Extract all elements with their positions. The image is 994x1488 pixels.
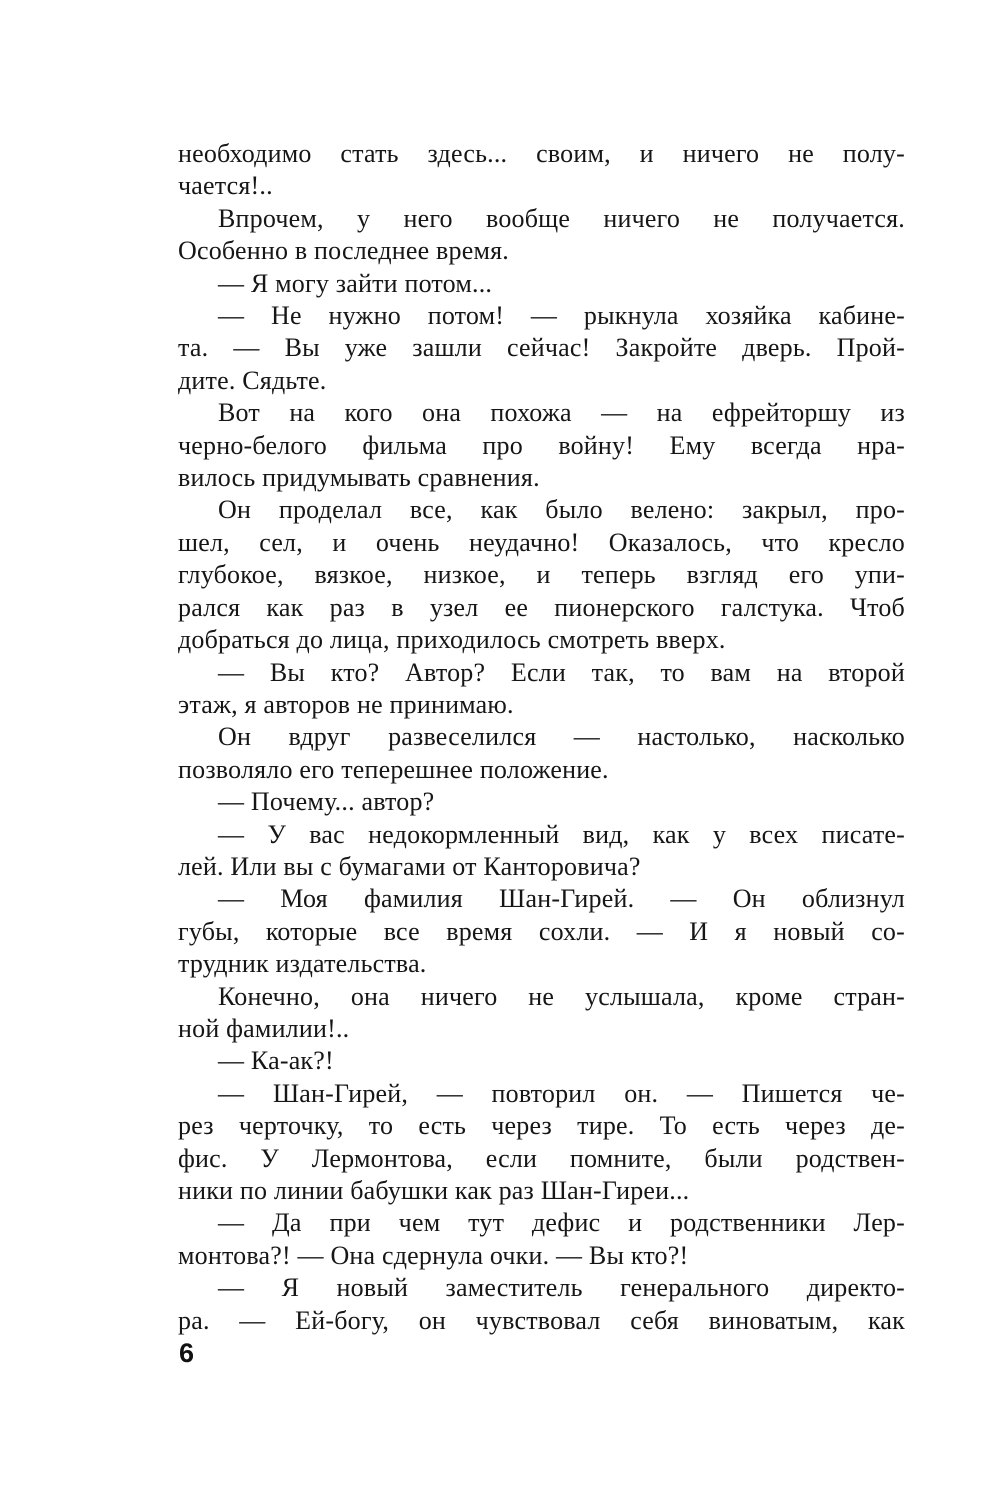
text-line: Конечно, она ничего не услышала, кроме стран-: [218, 981, 905, 1011]
text-line: дите. Сядьте.: [178, 365, 327, 395]
text-line: — Я могу зайти потом...: [218, 268, 493, 298]
text-line: позволяло его теперешнее положение.: [178, 754, 609, 784]
text-line: необходимо стать здесь... своим, и ничего не полу-: [178, 139, 905, 168]
paragraph: [178, 138, 905, 203]
text-line: монтова?! — Она сдернула очки. — Вы кто?!: [178, 1240, 689, 1270]
paragraph: [178, 397, 905, 494]
paragraph: [178, 1045, 905, 1077]
text-line: лей. Или вы с бумагами от Канторовича?: [178, 851, 641, 881]
text-line: добраться до лица, приходилось смотреть вверх.: [178, 625, 726, 655]
text-line: — Почему... автор?: [218, 787, 435, 817]
text-line: Вот на кого она похожа — на ефрейторшу из: [218, 398, 905, 428]
text-line: — Ка-ак?!: [218, 1046, 334, 1076]
text-line: та. — Вы уже зашли сейчас! Закройте дверь. Прой-: [178, 333, 905, 363]
text-line: вилось придумывать сравнения.: [178, 463, 540, 493]
text-line: — Я новый заместитель генерального директо-: [218, 1273, 905, 1303]
page-text-block: [178, 138, 905, 1337]
text-line: трудник издательства.: [178, 949, 427, 979]
text-line: чается!..: [178, 171, 273, 201]
text-line: — У вас недокормленный вид, как у всех писате-: [218, 819, 905, 849]
paragraph: [178, 1272, 905, 1337]
text-line: Впрочем, у него вообще ничего не получается.: [218, 203, 905, 233]
page-number: 6: [179, 1338, 195, 1368]
text-line: — Моя фамилия Шан-Гирей. — Он облизнул: [218, 884, 905, 914]
paragraph: [178, 657, 905, 722]
text-line: ники по линии бабушки как раз Шан-Гиреи...: [178, 1176, 690, 1205]
paragraph: [178, 721, 905, 786]
paragraph: [178, 786, 905, 818]
paragraph: [178, 1078, 905, 1208]
paragraph: [178, 883, 905, 980]
paragraph: [178, 268, 905, 300]
text-line: ра. — Ей-богу, он чувствовал себя виноватым, как: [178, 1305, 905, 1335]
text-line: — Шан-Гирей, — повторил он. — Пишется че-: [218, 1078, 905, 1108]
text-line: Особенно в последнее время.: [178, 236, 509, 266]
text-line: глубокое, вязкое, низкое, и теперь взгляд его упи-: [178, 560, 905, 590]
text-line: Он вдруг развеселился — настолько, насколько: [218, 722, 905, 752]
text-line: этаж, я авторов не принимаю.: [178, 689, 514, 719]
text-line: рался как раз в узел ее пионерского галстука. Чтоб: [178, 592, 905, 622]
text-line: ной фамилии!..: [178, 1013, 350, 1043]
text-line: фис. У Лермонтова, если помните, были родствен-: [178, 1143, 905, 1173]
text-line: — Да при чем тут дефис и родственники Лер-: [218, 1208, 905, 1238]
text-line: шел, сел, и очень неудачно! Оказалось, что кресло: [178, 527, 905, 557]
text-line: — Не нужно потом! — рыкнула хозяйка кабине-: [218, 301, 905, 331]
paragraph: [178, 494, 905, 656]
text-line: губы, которые все время сохли. — И я новый со-: [178, 916, 905, 946]
text-line: черно-белого фильма про войну! Ему всегда нра-: [178, 430, 905, 460]
paragraph: [178, 981, 905, 1046]
paragraph: [178, 1207, 905, 1272]
text-line: Он проделал все, как было велено: закрыл, про-: [218, 495, 905, 525]
paragraph: [178, 203, 905, 268]
text-line: рез черточку, то есть через тире. То есть через де-: [178, 1111, 905, 1141]
text-line: — Вы кто? Автор? Если так, то вам на второй: [218, 657, 905, 687]
paragraph: [178, 819, 905, 884]
paragraph: [178, 300, 905, 397]
